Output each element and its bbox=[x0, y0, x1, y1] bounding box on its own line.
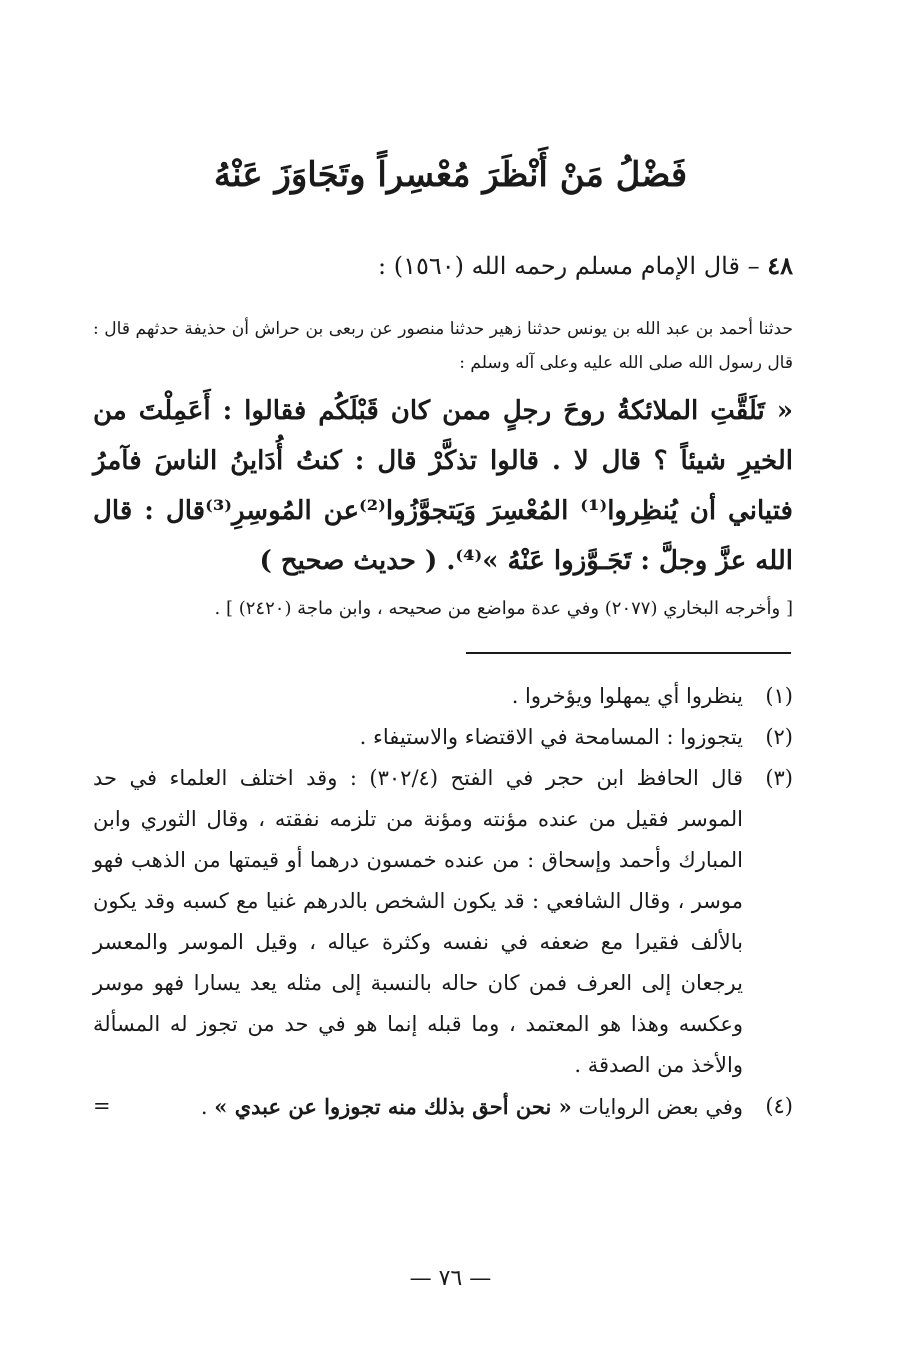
chapter-title: فَضْلُ مَنْ أَنْظَرَ مُعْسِراً وتَجَاوَزَ عَنْهُ bbox=[213, 155, 688, 195]
footnote-3 bbox=[93, 758, 793, 1086]
footnote-2 bbox=[93, 717, 793, 758]
hadith-text: « تَلَقَّتِ الملائكةُ روحَ رجلٍ ممن كان قَبْلَكُم فقالوا : أَعَمِلْتَ من الخيرِ شيئاً ؟ قال لا . قالوا تذكَّرْ قال : كنتُ أُدَاينُ الناسَ فآمرُ فتياني أن يُنظِروا⁽¹⁾ المُعْسِرَ وَيَتجوَّزُوا⁽²⁾عن المُوسِرِ⁽³⁾قال : قال الله عزَّ وجلَّ : تَجَـوَّزوا عَنْهُ »⁽⁴⁾. bbox=[93, 396, 793, 576]
footnote-quoted-narration: « نحن أحق بذلك منه تجوزوا عن عبدي » bbox=[214, 1094, 572, 1119]
hadith-text-block bbox=[93, 386, 793, 586]
footnote-mark: (٤) bbox=[765, 1094, 793, 1118]
footnote-1 bbox=[93, 676, 793, 717]
footnote-mark: (٣) bbox=[765, 766, 793, 790]
footnote-text-after: . bbox=[200, 1095, 208, 1119]
takhrij-reference: [ وأخرجه البخاري (٢٠٧٧) وفي عدة مواضع من صحيحه ، وابن ماجة (٢٤٢٠) ] . bbox=[214, 598, 793, 619]
footnote-4 bbox=[93, 1086, 793, 1128]
footnote-text: قال الحافظ ابن حجر في الفتح (٣٠٢/٤) : وقد اختلف العلماء في حد الموسر فقيل من عنده مؤنته ومؤنة من تلزمه نفقته ، وقال الثوري وابن المبارك وأحمد وإسحاق : من عنده خمسون درهما أو قيمتها من الذهب فهو موسر ، وقال الشافعي : قد يكون الشخص بالدرهم غنيا مع كسبه وقد يكون بالألف فقيرا مع ضعفه في نفسه وكثرة عياله ، وقيل الموسر والمعسر يرجعان إلى العرف فمن كان حاله بالنسبة إلى مثله يعد يسارا فهو موسر وعكسه وهذا هو المعتمد ، وما قبله إنما هو في حد من تجوز له المسألة والأخذ من الصدقة . bbox=[93, 766, 743, 1077]
footnote-text: يتجوزوا : المسامحة في الاقتضاء والاستيفاء . bbox=[359, 725, 743, 749]
footnote-mark: (٢) bbox=[765, 725, 793, 749]
continuation-mark: = bbox=[93, 1094, 111, 1118]
footnote-text-before: وفي بعض الروايات bbox=[578, 1095, 743, 1119]
hadith-grade: ( حديث صحيح ) bbox=[259, 546, 438, 576]
hadith-intro bbox=[93, 246, 793, 286]
intro-text: قال الإمام مسلم رحمه الله (١٥٦٠) : bbox=[378, 252, 740, 280]
isnad-chain: حدثنا أحمد بن عبد الله بن يونس حدثنا زهير حدثنا منصور عن ربعى بن حراش أن حذيفة حدثهم قال : قال رسول الله صلى الله عليه وعلى آله وسلم : bbox=[93, 319, 793, 373]
hadith-number: ٤٨ bbox=[767, 251, 793, 280]
footnote-text: ينظروا أي يمهلوا ويؤخروا . bbox=[511, 684, 743, 708]
intro-dash: – bbox=[747, 252, 760, 280]
footnote-mark: (١) bbox=[765, 684, 793, 708]
footnote-text bbox=[111, 1086, 743, 1128]
page-number: — ٧٦ — bbox=[409, 1266, 492, 1291]
footnotes bbox=[93, 676, 793, 1128]
footnote-divider bbox=[466, 652, 791, 654]
